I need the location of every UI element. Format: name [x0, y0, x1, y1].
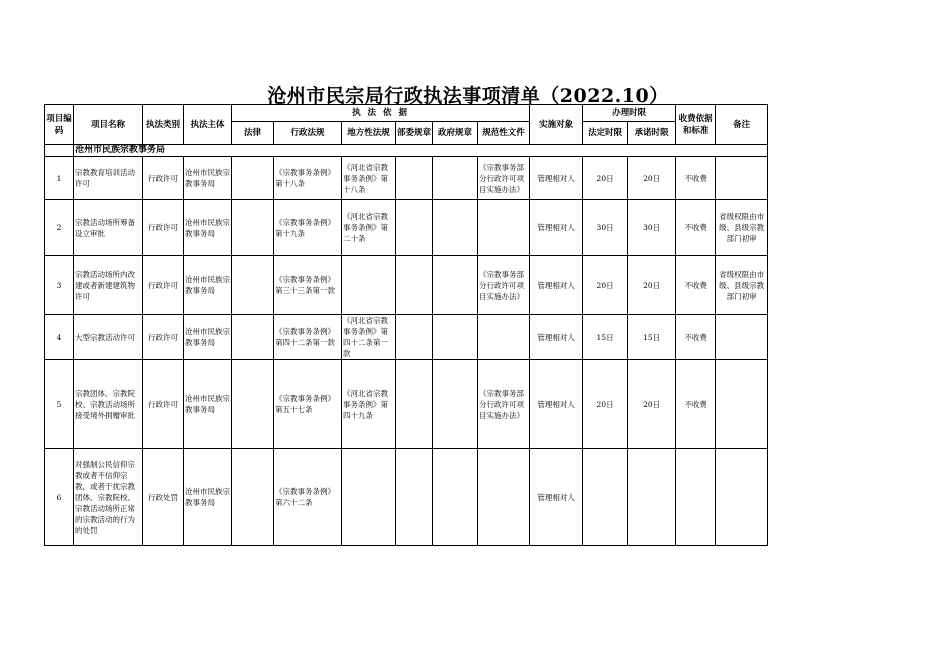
row-remark — [716, 360, 768, 449]
row-law — [232, 157, 274, 200]
row-fee: 不收费 — [676, 256, 716, 315]
col-header-dept-rule: 部委规章 — [396, 122, 433, 145]
col-header-admin-reg: 行政法规 — [274, 122, 342, 145]
table-row — [45, 157, 768, 200]
table-row — [45, 360, 768, 449]
row-name: 宗教活动场所内改建或者新建建筑物许可 — [74, 256, 143, 315]
row-remark — [716, 315, 768, 360]
row-gov-rule — [433, 315, 478, 360]
table-row — [45, 449, 768, 546]
row-index: 5 — [45, 360, 74, 449]
row-fee — [676, 449, 716, 546]
section-row — [45, 145, 768, 157]
row-category: 行政许可 — [143, 360, 184, 449]
row-index: 1 — [45, 157, 74, 200]
row-local-reg: 《河北省宗教事务条例》第二十条 — [342, 200, 396, 256]
row-target: 管理相对人 — [530, 256, 583, 315]
row-index: 6 — [45, 449, 74, 546]
row-subject: 沧州市民族宗教事务局 — [184, 256, 232, 315]
row-target: 管理相对人 — [530, 360, 583, 449]
row-gov-rule — [433, 360, 478, 449]
row-law — [232, 256, 274, 315]
row-normative-doc — [478, 449, 530, 546]
row-legal-time: 30日 — [583, 200, 628, 256]
row-subject: 沧州市民族宗教事务局 — [184, 157, 232, 200]
row-fee: 不收费 — [676, 157, 716, 200]
row-normative-doc — [478, 315, 530, 360]
enforcement-table — [44, 104, 768, 546]
row-subject: 沧州市民族宗教事务局 — [184, 360, 232, 449]
row-index: 4 — [45, 315, 74, 360]
col-header-local-reg: 地方性法规 — [342, 122, 396, 145]
col-header-promise-time: 承诺时限 — [628, 122, 676, 145]
row-category: 行政许可 — [143, 200, 184, 256]
col-header-normative-doc: 规范性文件 — [478, 122, 530, 145]
table-row — [45, 315, 768, 360]
row-promise-time: 30日 — [628, 200, 676, 256]
row-local-reg: 《河北省宗教事务条例》第四十九条 — [342, 360, 396, 449]
row-admin-reg: 《宗教事务条例》第五十七条 — [274, 360, 342, 449]
row-legal-time — [583, 449, 628, 546]
row-target: 管理相对人 — [530, 315, 583, 360]
row-law — [232, 449, 274, 546]
row-category: 行政处罚 — [143, 449, 184, 546]
row-legal-time: 20日 — [583, 256, 628, 315]
row-category: 行政许可 — [143, 256, 184, 315]
col-header-subject: 执法主体 — [184, 105, 232, 145]
col-header-gov-rule: 政府规章 — [433, 122, 478, 145]
row-category: 行政许可 — [143, 315, 184, 360]
row-subject: 沧州市民族宗教事务局 — [184, 449, 232, 546]
row-law — [232, 360, 274, 449]
row-name: 宗教教育培训活动许可 — [74, 157, 143, 200]
row-target: 管理相对人 — [530, 200, 583, 256]
row-target: 管理相对人 — [530, 157, 583, 200]
row-dept-rule — [396, 360, 433, 449]
row-promise-time: 20日 — [628, 157, 676, 200]
row-index: 3 — [45, 256, 74, 315]
row-name: 宗教团体、宗教院校、宗教活动场所接受境外捐赠审批 — [74, 360, 143, 449]
row-admin-reg: 《宗教事务条例》第六十二条 — [274, 449, 342, 546]
row-remark — [716, 449, 768, 546]
row-gov-rule — [433, 449, 478, 546]
row-dept-rule — [396, 157, 433, 200]
col-header-legal-time: 法定时限 — [583, 122, 628, 145]
row-admin-reg: 《宗教事务条例》第三十三条第一款 — [274, 256, 342, 315]
row-normative-doc: 《宗教事务部分行政许可项目实施办法》 — [478, 256, 530, 315]
row-index: 2 — [45, 200, 74, 256]
col-header-basis-group: 执 法 依 据 — [232, 105, 530, 122]
row-admin-reg: 《宗教事务条例》第四十二条第一款 — [274, 315, 342, 360]
row-admin-reg: 《宗教事务条例》第十八条 — [274, 157, 342, 200]
col-header-time-group: 办理时限 — [583, 105, 676, 122]
col-header-remark: 备注 — [716, 105, 768, 145]
row-fee: 不收费 — [676, 200, 716, 256]
row-legal-time: 20日 — [583, 360, 628, 449]
row-dept-rule — [396, 200, 433, 256]
row-local-reg — [342, 449, 396, 546]
row-normative-doc — [478, 200, 530, 256]
row-legal-time: 15日 — [583, 315, 628, 360]
row-normative-doc: 《宗教事务部分行政许可项目实施办法》 — [478, 157, 530, 200]
row-law — [232, 200, 274, 256]
table-row — [45, 200, 768, 256]
row-normative-doc: 《宗教事务部分行政许可项目实施办法》 — [478, 360, 530, 449]
row-local-reg: 《河北省宗教事务条例》第十八条 — [342, 157, 396, 200]
row-fee: 不收费 — [676, 315, 716, 360]
row-promise-time: 20日 — [628, 256, 676, 315]
row-admin-reg: 《宗教事务条例》第十九条 — [274, 200, 342, 256]
row-promise-time: 15日 — [628, 315, 676, 360]
section-title: 沧州市民族宗教事务局 — [74, 145, 768, 157]
row-category: 行政许可 — [143, 157, 184, 200]
row-dept-rule — [396, 256, 433, 315]
col-header-law: 法律 — [232, 122, 274, 145]
row-dept-rule — [396, 315, 433, 360]
row-local-reg: 《河北省宗教事务条例》第四十二条第一款 — [342, 315, 396, 360]
row-remark — [716, 157, 768, 200]
header-row-1 — [45, 105, 768, 122]
page-title: 沧州市民宗局行政执法事项清单（2022.10） — [267, 85, 669, 107]
row-subject: 沧州市民族宗教事务局 — [184, 315, 232, 360]
row-local-reg — [342, 256, 396, 315]
row-target: 管理相对人 — [530, 449, 583, 546]
col-header-index: 项目编码 — [45, 105, 74, 145]
row-name: 对强制公民信仰宗教或者不信仰宗教，或者干扰宗教团体、宗教院校、宗教活动场所正常的宗教活动的行为的处罚 — [74, 449, 143, 546]
table-row — [45, 256, 768, 315]
row-remark: 省级权限由市级、县级宗教部门初审 — [716, 256, 768, 315]
row-subject: 沧州市民族宗教事务局 — [184, 200, 232, 256]
row-legal-time: 20日 — [583, 157, 628, 200]
row-remark: 省级权限由市级、县级宗教部门初审 — [716, 200, 768, 256]
col-header-category: 执法类别 — [143, 105, 184, 145]
row-fee: 不收费 — [676, 360, 716, 449]
row-promise-time — [628, 449, 676, 546]
row-promise-time: 20日 — [628, 360, 676, 449]
row-gov-rule — [433, 256, 478, 315]
col-header-name: 项目名称 — [74, 105, 143, 145]
row-gov-rule — [433, 157, 478, 200]
col-header-target: 实施对象 — [530, 105, 583, 145]
row-name: 宗教活动场所筹备设立审批 — [74, 200, 143, 256]
row-law — [232, 315, 274, 360]
col-header-fee: 收费依据和标准 — [676, 105, 716, 145]
row-dept-rule — [396, 449, 433, 546]
row-gov-rule — [433, 200, 478, 256]
row-name: 大型宗教活动许可 — [74, 315, 143, 360]
